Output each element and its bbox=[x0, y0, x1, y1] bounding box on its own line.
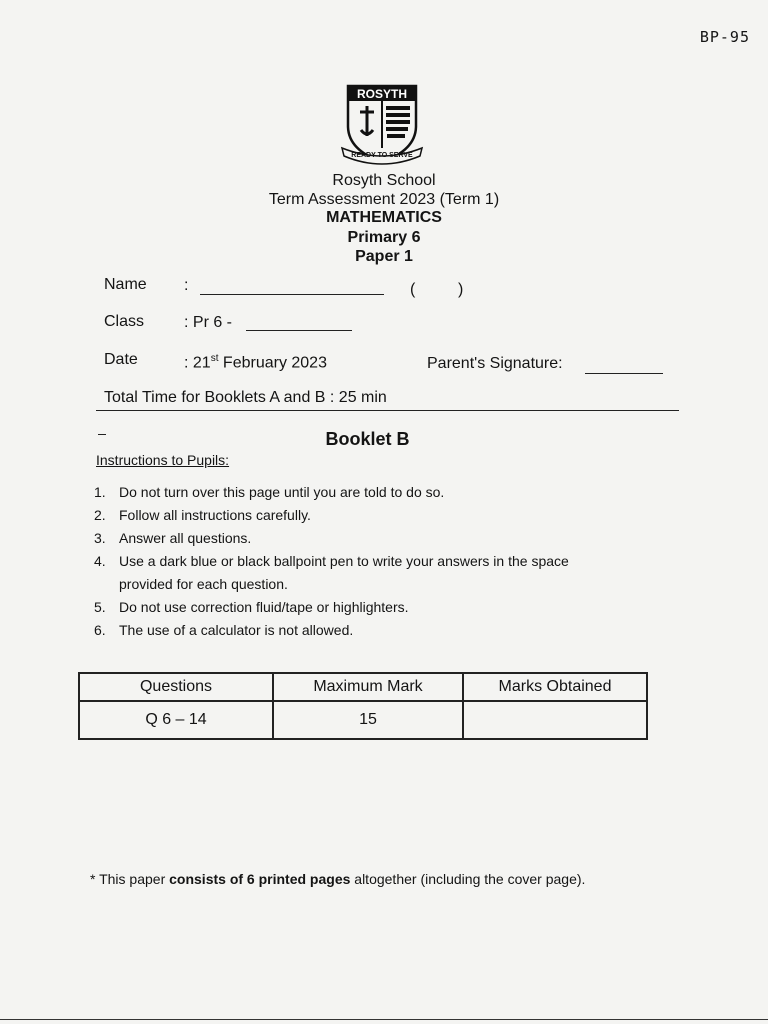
table-row bbox=[79, 701, 647, 739]
header-questions: Questions bbox=[79, 673, 273, 701]
list-item: 5. Do not use correction fluid/tape or highlighters. bbox=[94, 599, 409, 615]
instructions-list bbox=[92, 481, 619, 642]
page-edge-rule bbox=[0, 1019, 768, 1020]
footer-note: * This paper consists of 6 printed pages altogether (including the cover page). bbox=[90, 871, 586, 887]
level-title: Primary 6 bbox=[347, 229, 421, 246]
class-value: : Pr 6 - bbox=[184, 314, 233, 331]
list-item: 1. Do not turn over this page until you are told to do so. bbox=[94, 484, 445, 500]
instructions-heading: Instructions to Pupils: bbox=[96, 452, 230, 468]
cell-marks-obtained[interactable] bbox=[463, 701, 647, 739]
header-marks-obtained: Marks Obtained bbox=[463, 673, 647, 701]
total-time: Total Time for Booklets A and B : 25 min bbox=[104, 389, 387, 406]
date-value: : 21st February 2023 bbox=[184, 353, 327, 372]
booklet-title: Booklet B bbox=[325, 429, 410, 449]
total-time-rule bbox=[96, 410, 679, 411]
cell-questions: Q 6 – 14 bbox=[79, 701, 273, 739]
list-item: 6. The use of a calculator is not allowed. bbox=[94, 622, 354, 638]
subject-title: MATHEMATICS bbox=[326, 209, 442, 226]
school-crest-logo bbox=[340, 82, 424, 166]
index-paren-open: ( bbox=[410, 281, 416, 298]
list-item: 4. Use a dark blue or black ballpoint pen to write your answers in the space provided for each question. bbox=[94, 553, 569, 592]
school-name: Rosyth School bbox=[332, 172, 436, 189]
table-header-row bbox=[79, 673, 647, 701]
marks-table bbox=[78, 672, 648, 740]
class-field[interactable] bbox=[246, 330, 352, 331]
index-paren-close: ) bbox=[458, 281, 464, 298]
name-label: Name bbox=[104, 276, 147, 293]
header-maximum-mark: Maximum Mark bbox=[273, 673, 463, 701]
name-field[interactable] bbox=[200, 294, 384, 295]
assessment-title: Term Assessment 2023 (Term 1) bbox=[268, 191, 500, 208]
cell-maximum-mark: 15 bbox=[273, 701, 463, 739]
class-label: Class bbox=[104, 313, 145, 330]
list-item: 2. Follow all instructions carefully. bbox=[94, 507, 311, 523]
paper-title: Paper 1 bbox=[355, 248, 413, 265]
name-colon: : bbox=[184, 277, 189, 294]
date-label: Date bbox=[104, 351, 138, 368]
svg-text:READY TO SERVE: READY TO SERVE bbox=[351, 152, 413, 159]
parent-signature-label: Parent's Signature: bbox=[427, 355, 563, 372]
list-item: 3. Answer all questions. bbox=[94, 530, 252, 546]
dash-mark bbox=[98, 434, 106, 435]
svg-text:ROSYTH: ROSYTH bbox=[356, 87, 408, 101]
parent-signature-field[interactable] bbox=[585, 373, 663, 374]
page-code: BP-95 bbox=[699, 28, 750, 46]
